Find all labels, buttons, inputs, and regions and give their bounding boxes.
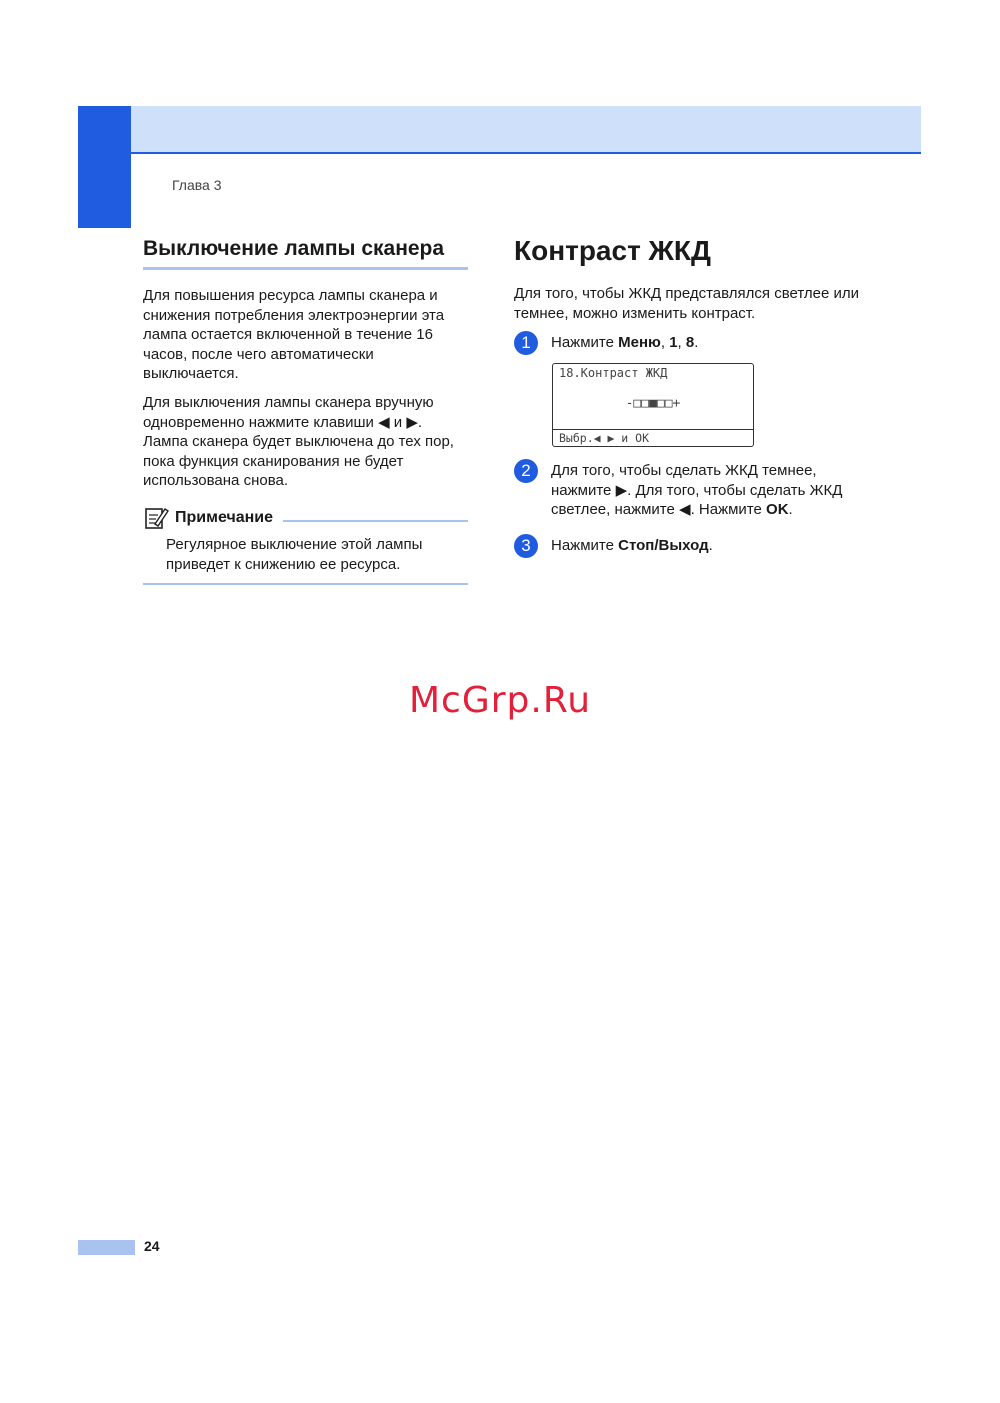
left-column	[143, 236, 468, 585]
text: ,	[660, 334, 670, 352]
step-text	[551, 461, 864, 520]
step-3	[514, 536, 864, 558]
text: .	[708, 536, 713, 554]
section-rule	[143, 267, 468, 270]
step-text	[551, 536, 713, 556]
note-text: Регулярное выключение этой лампы приведет к снижению ее ресурса.	[166, 535, 423, 573]
lcd-contrast-scale: -□□■□□+	[625, 396, 681, 412]
note-bottom-rule	[143, 583, 468, 585]
page-number: 24	[144, 1238, 160, 1254]
step-number: 2	[514, 459, 538, 483]
lcd-line-3: Выбр.◀ ▶ и OK	[553, 429, 753, 446]
step-text	[551, 333, 698, 353]
header-band	[131, 106, 921, 154]
text: Для выключения лампы сканера вручную одновременно нажмите клавиши	[143, 393, 434, 431]
left-arrow-icon: ◀	[679, 501, 691, 519]
chapter-label: Глава 3	[172, 177, 222, 193]
text: . Для того, чтобы сделать ЖКД светлее, нажмите	[551, 481, 843, 519]
paragraph-contrast-intro: Для того, чтобы ЖКД представлялся светлее или темнее, можно изменить контраст.	[514, 285, 859, 322]
note-title: Примечание	[175, 508, 274, 526]
text: .	[788, 501, 793, 519]
text: .	[694, 334, 699, 352]
chapter-tab	[78, 106, 131, 228]
step-number: 3	[514, 534, 538, 558]
note-rule	[283, 520, 468, 522]
footer-bar	[78, 1240, 135, 1255]
text: Для того, чтобы сделать ЖКД темнее, нажмите	[551, 462, 817, 499]
section-title-contrast: Контраст ЖКД	[514, 235, 711, 266]
text: . Нажмите	[690, 501, 767, 519]
text: и	[389, 413, 407, 431]
text: Нажмите	[551, 334, 619, 352]
key-1: 1	[669, 334, 678, 352]
lcd-line-1: 18.Контраст ЖКД	[559, 366, 668, 381]
key-menu: Меню	[618, 334, 661, 352]
text: . Лампа сканера будет выключена до тех пор, пока функция сканирования не будет использована снова.	[143, 413, 454, 490]
paragraph-lamp-2	[143, 393, 468, 491]
key-8: 8	[685, 334, 695, 352]
text: ,	[677, 334, 686, 352]
step-number: 1	[514, 331, 538, 355]
text: Нажмите	[551, 536, 619, 554]
note-header	[143, 505, 468, 531]
paragraph-lamp-1: Для повышения ресурса лампы сканера и снижения потребления электроэнергии эта лампа остается включенной в течение 16 часов, после чего автоматически выключается.	[143, 287, 445, 383]
right-arrow-icon: ▶	[406, 413, 418, 431]
key-ok: OK	[766, 501, 789, 519]
watermark: McGrp.Ru	[408, 680, 592, 721]
section-title-lamp: Выключение лампы сканера	[143, 237, 445, 260]
key-stop-exit: Стоп/Выход	[618, 536, 709, 554]
step-1	[514, 333, 864, 355]
lcd-display	[552, 363, 754, 447]
right-arrow-icon: ▶	[615, 481, 628, 499]
note-pencil-icon	[143, 505, 169, 531]
right-column	[514, 234, 864, 558]
left-arrow-icon: ◀	[378, 413, 390, 431]
step-2	[514, 461, 864, 520]
